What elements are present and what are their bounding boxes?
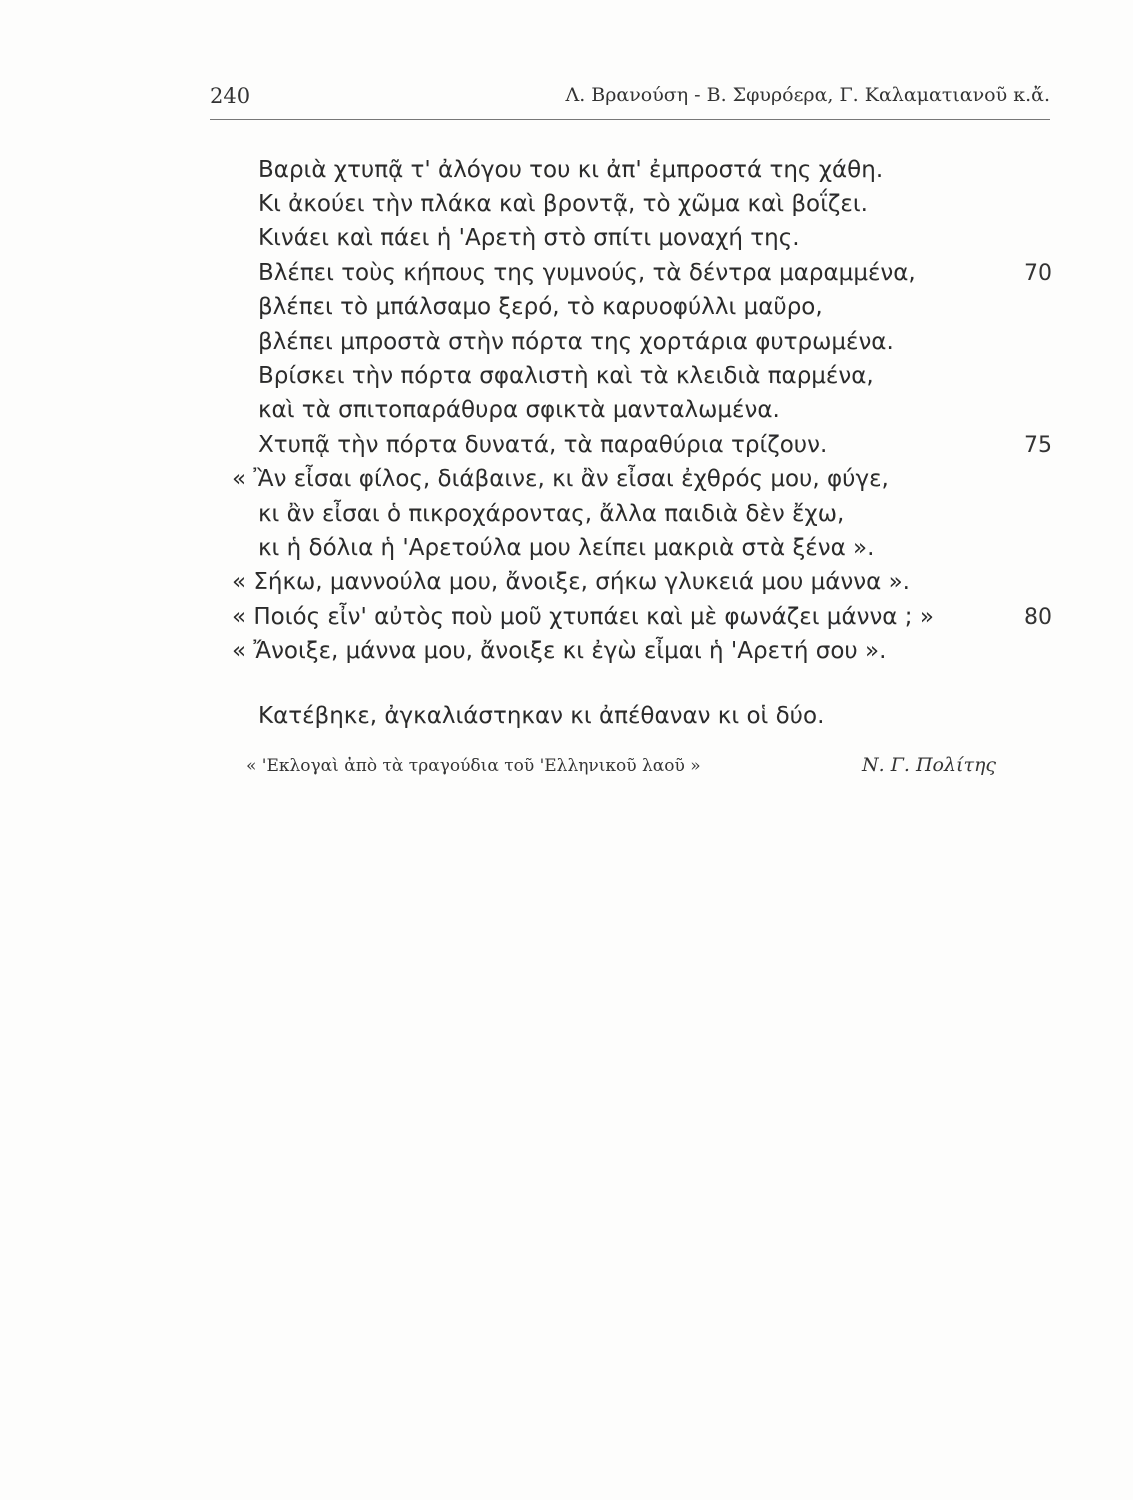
poem-line: βλέπει τὸ μπάλσαμο ξερό, τὸ καρυοφύλλι μαῦρο, <box>258 294 823 320</box>
poem-line: βλέπει μπροστὰ στὴν πόρτα της χορτάρια φυτρωμένα. <box>258 329 894 355</box>
poem-line: « Ἂν εἶσαι φίλος, διάβαινε, κι ἂν εἶσαι ἐχθρός μου, φύγε, <box>232 466 889 492</box>
page-header <box>210 84 1050 116</box>
poem-line: Βαριὰ χτυπᾷ τ' ἀλόγου του κι ἀπ' ἐμπροστά της χάθη. <box>258 157 884 183</box>
poem-line: « Σήκω, μαννούλα μου, ἄνοιξε, σήκω γλυκειά μου μάννα ». <box>232 569 910 595</box>
poem-final-line: Κατέβηκε, ἀγκαλιάστηκαν κι ἀπέθαναν κι οἱ δύο. <box>258 703 825 729</box>
poem-line: καὶ τὰ σπιτοπαράθυρα σφικτὰ μανταλωμένα. <box>258 397 780 423</box>
poem-line: « Ποιός εἶν' αὐτὸς ποὺ μοῦ χτυπάει καὶ μὲ φωνάζει μάννα ; » <box>232 604 934 630</box>
poem-line: Κι ἀκούει τὴν πλάκα καὶ βροντᾷ, τὸ χῶμα καὶ βοΐζει. <box>258 191 868 217</box>
line-number: 75 <box>1024 433 1052 458</box>
poem-line: Βρίσκει τὴν πόρτα σφαλιστὴ καὶ τὰ κλειδιὰ παρμένα, <box>258 363 874 389</box>
poem-line: « Ἄνοιξε, μάννα μου, ἄνοιξε κι ἐγὼ εἶμαι ἡ 'Αρετή σου ». <box>232 638 887 664</box>
header-rule <box>210 119 1050 120</box>
poem-line: Βλέπει τοὺς κήπους της γυμνούς, τὰ δέντρα μαραμμένα, <box>258 260 916 286</box>
running-title: Λ. Βρανούση - Β. Σφυρόερα, Γ. Καλαματιανοῦ κ.ἄ. <box>565 84 1050 106</box>
line-number: 70 <box>1024 261 1052 286</box>
source-author: Ν. Γ. Πολίτης <box>862 754 997 776</box>
source-citation: « 'Εκλογαὶ ἀπὸ τὰ τραγούδια τοῦ 'Ελληνικοῦ λαοῦ » <box>246 756 701 776</box>
poem-line: κι ἂν εἶσαι ὁ πικροχάροντας, ἄλλα παιδιὰ δὲν ἔχω, <box>258 501 845 527</box>
poem-line: κι ἡ δόλια ἡ 'Αρετούλα μου λείπει μακριὰ στὰ ξένα ». <box>258 535 875 561</box>
line-number: 80 <box>1024 605 1052 630</box>
poem-line: Χτυπᾷ τὴν πόρτα δυνατά, τὰ παραθύρια τρίζουν. <box>258 432 828 458</box>
page-number: 240 <box>210 84 251 108</box>
poem-line: Κινάει καὶ πάει ἡ 'Αρετὴ στὸ σπίτι μοναχή της. <box>258 225 800 251</box>
